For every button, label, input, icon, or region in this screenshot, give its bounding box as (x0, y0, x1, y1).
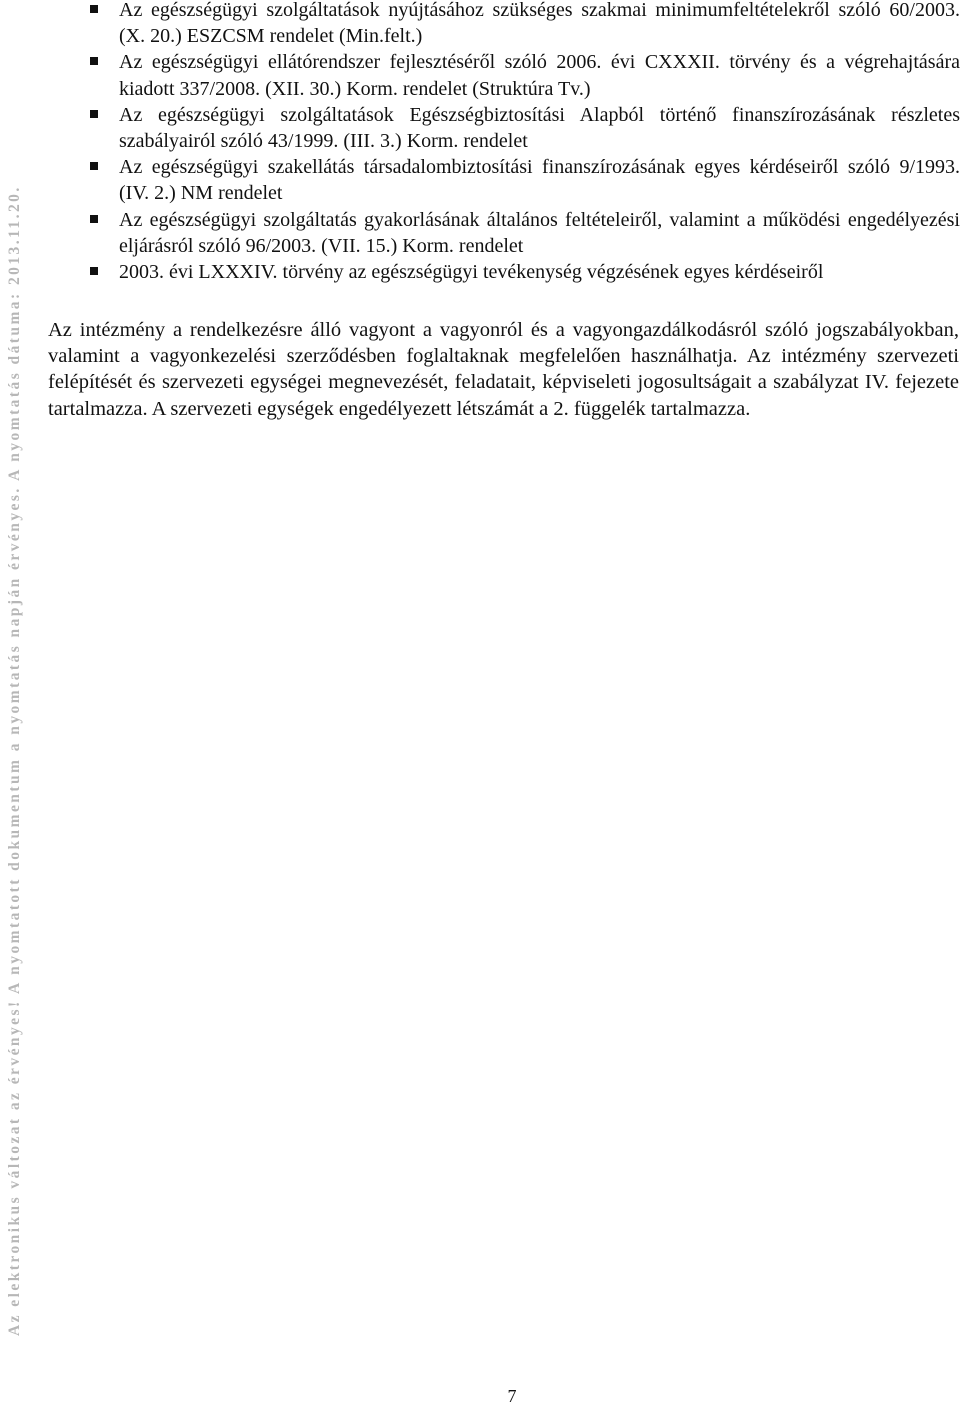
list-item (90, 102, 960, 154)
list-item-text: 2003. évi LXXXIV. törvény az egészségügyi tevékenység végzésének egyes kérdéseiről (119, 261, 824, 284)
square-bullet-icon (90, 215, 98, 223)
list-item (90, 154, 960, 206)
list-item-text: Az egészségügyi szolgáltatások Egészségbiztosítási Alapból történő finanszírozásának részletes szabályairól szóló 43/1999. (III. 3.) Korm. rendelet (119, 103, 960, 153)
list-item-text: Az egészségügyi szolgáltatások nyújtásához szükséges szakmai minimumfeltételekről szóló 60/2003. (X. 20.) ESZCSM rendelet (Min.felt.) (119, 0, 960, 48)
square-bullet-icon (90, 5, 98, 13)
list-item-text: Az egészségügyi ellátórendszer fejlesztéséről szóló 2006. évi CXXXII. törvény és a végrehajtására kiadott 337/2008. (XII. 30.) Korm. rendelet (Struktúra Tv.) (119, 51, 960, 100)
list-item (90, 0, 960, 49)
list-item (90, 49, 960, 101)
sidebar-validity-notice (0, 0, 34, 1406)
square-bullet-icon (90, 267, 98, 275)
list-item-text: Az egészségügyi szolgáltatás gyakorlásának általános feltételeiről, valamint a működési engedélyezési eljárásról szóló 96/2003. (VII. 15.) Korm. rendelet (119, 208, 960, 257)
list-item (90, 207, 960, 259)
list-item-text: Az egészségügyi szakellátás társadalombiztosítási finanszírozásának egyes kérdéseiről szóló 9/1993. (IV. 2.) NM rendelet (119, 156, 960, 205)
list-item (90, 259, 960, 285)
validity-notice-text: Az elektronikus változat az érvényes! A nyomtatott dokumentum a nyomtatás napján érvényes. A nyomtatás dátuma: 2013.11.20. (6, 185, 23, 1336)
square-bullet-icon (90, 110, 98, 118)
page-number: 7 (507, 1386, 517, 1406)
square-bullet-icon (90, 57, 98, 65)
asset-and-structure-paragraph: Az intézmény a rendelkezésre álló vagyont a vagyonról és a vagyongazdálkodásról szóló jogszabályokban, valamint a vagyonkezelési szerződésben foglaltaknak megfelelően használhatja. Az intézmény szervezeti felépítését és szervezeti egységei megnevezését, feladatait, képviseleti jogosultságait a szabályzat IV. fejezete tartalmazza. A szervezeti egységek engedélyezett létszámát a 2. függelék tartalmazza. (48, 319, 959, 420)
legal-references-list (90, 0, 960, 285)
square-bullet-icon (90, 162, 98, 170)
